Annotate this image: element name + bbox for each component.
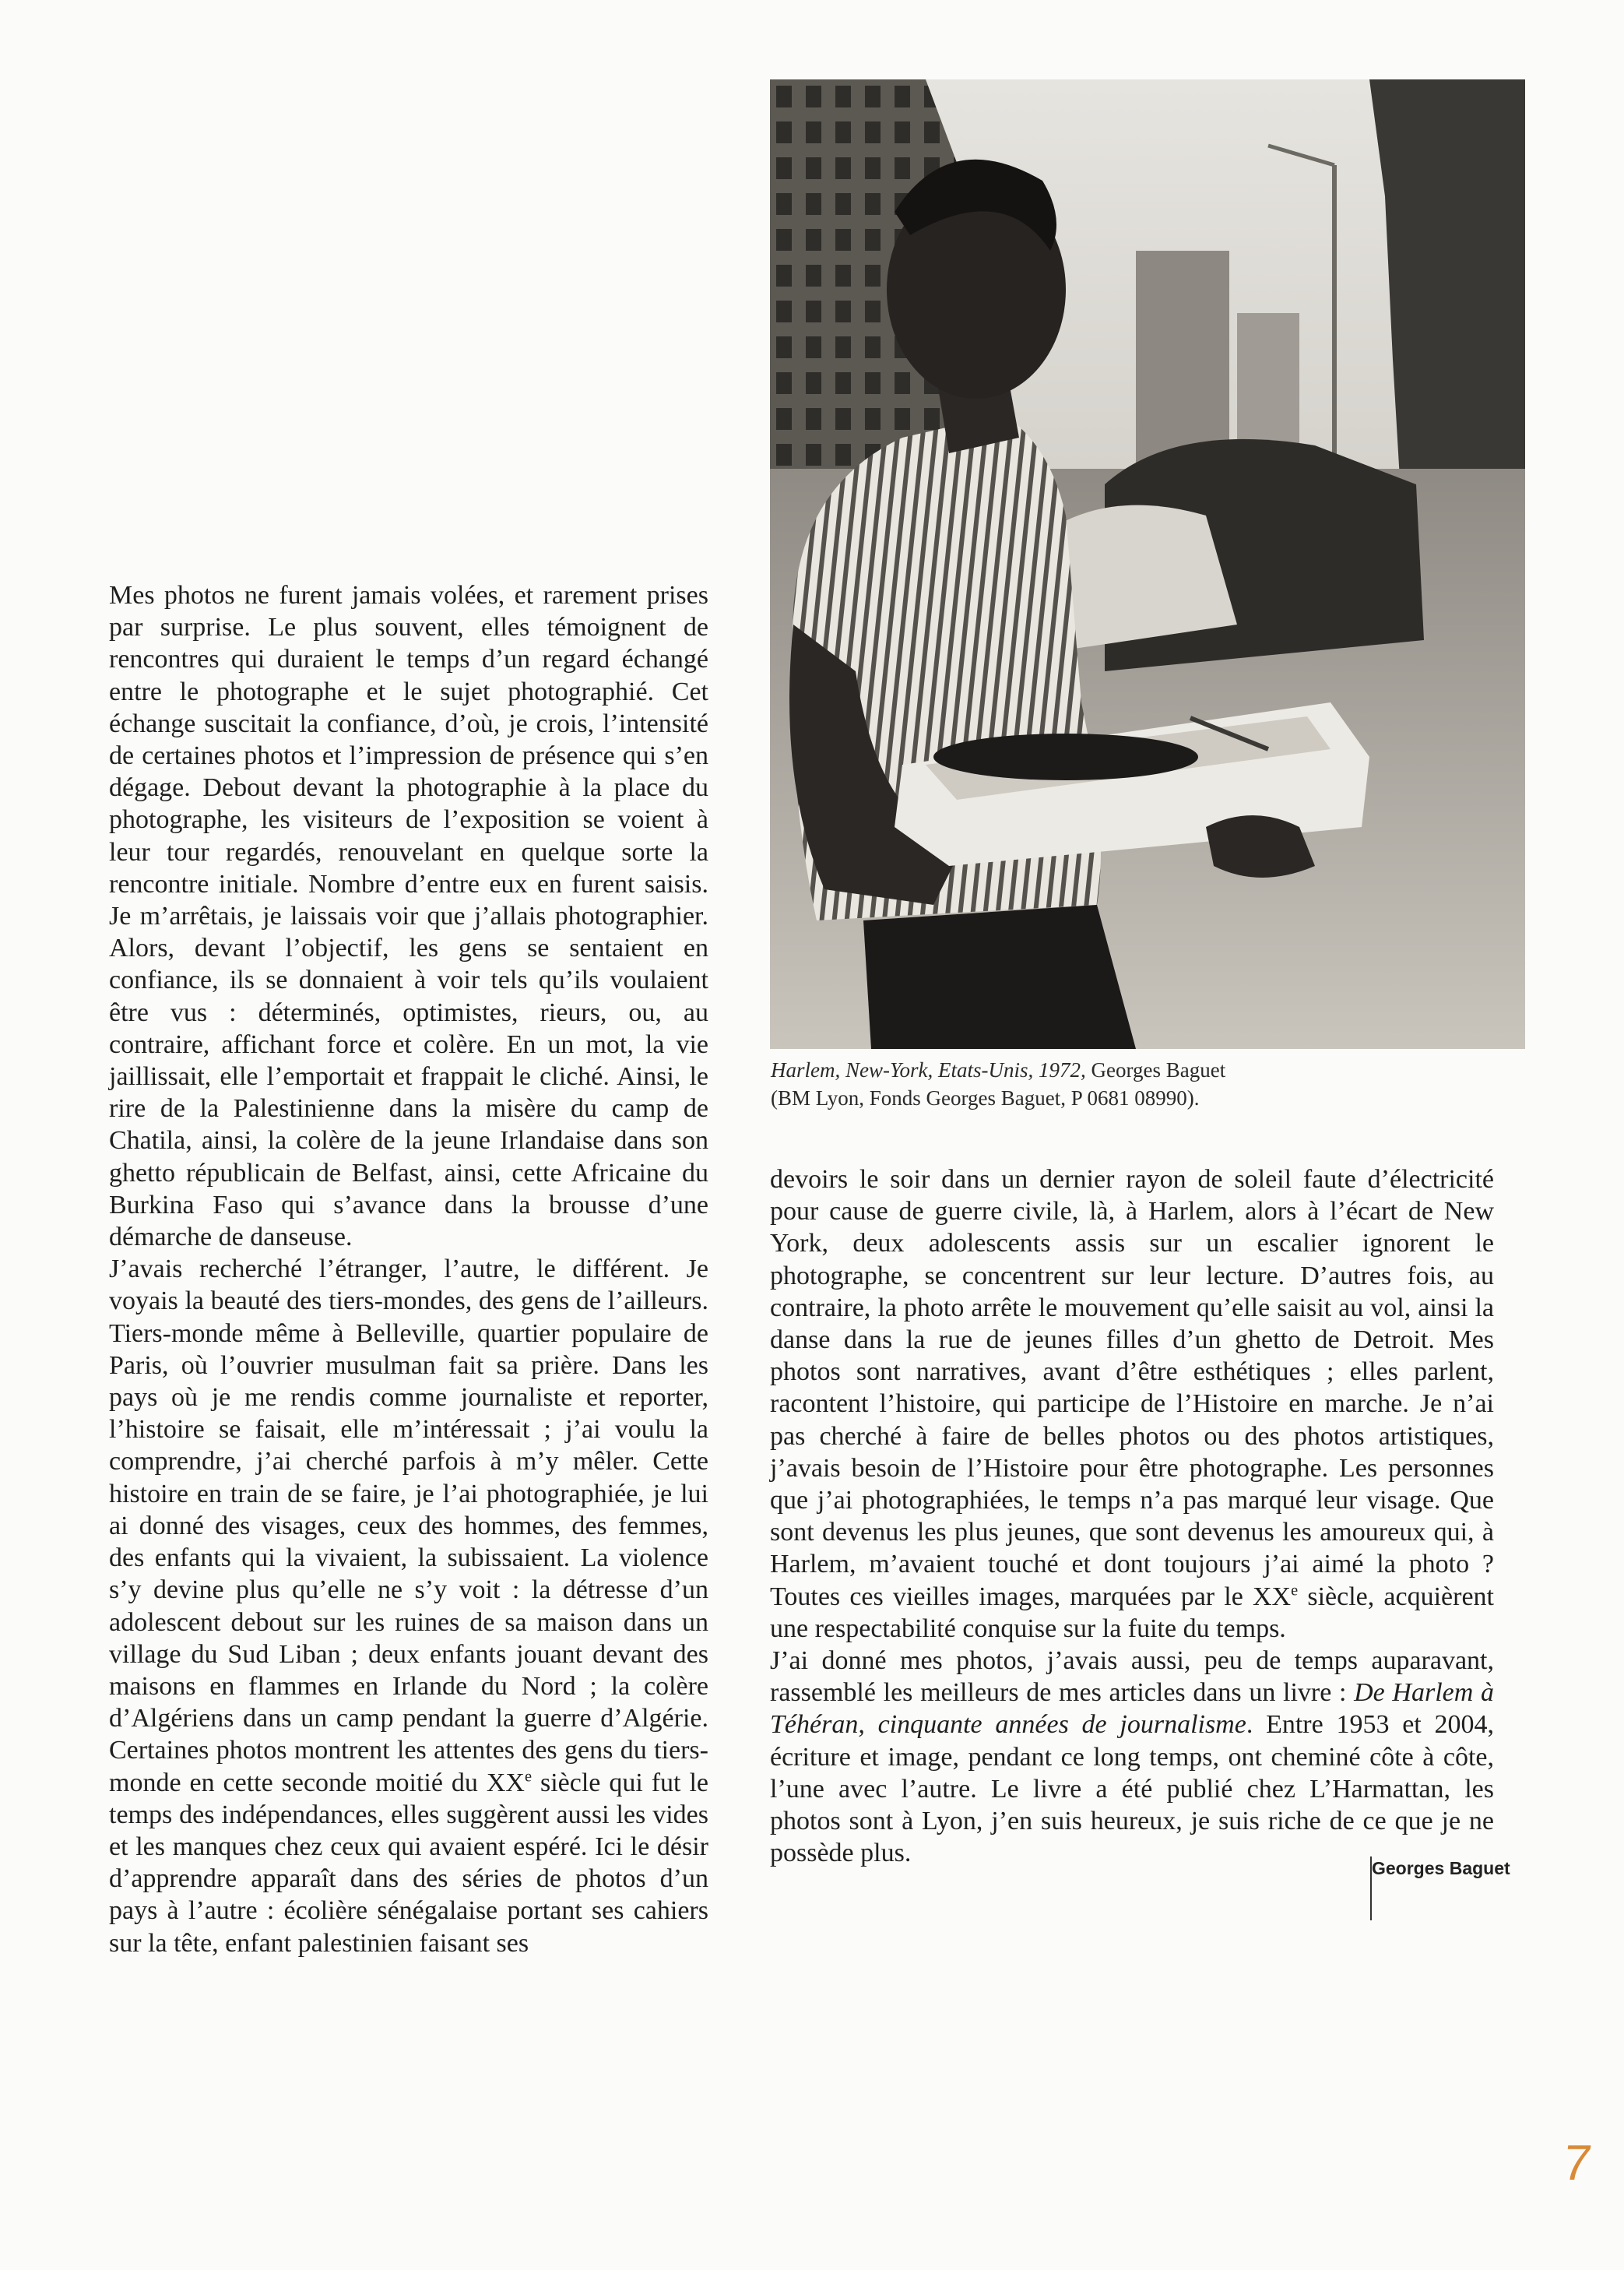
harlem-photograph (770, 79, 1525, 1049)
left-paragraph-1: Mes photos ne furent jamais volées, et rarement prises par surprise. Le plus souvent, elles témoignent de rencontres qui duraient le temps d’un regard échangé entre le photographe et le sujet photographié. Cet échange suscitait la confiance, d’où, je crois, l’intensité de certaines photos et l’impression de présence qui s’en dégage. Debout devant la photographie à la place du photographe, les visiteurs de l’exposition se voient à leur tour regardés, renouvelant en quelque sorte la rencontre initiale. Nombre d’entre eux en furent saisis. Je m’arrêtais, je laissais voir que j’allais photographier. Alors, devant l’objectif, les gens se sentaient en confiance, ils se donnaient à voir tels qu’ils voulaient être vus : déterminés, optimistes, rieurs, ou, au contraire, affichant force et colère. En un mot, la vie jaillissait, elle l’emportait et frappait le cliché. Ainsi, le rire de la Palestinienne dans la misère du camp de Chatila, ainsi, la colère de la jeune Irlandaise dans son ghetto républicain de Belfast, ainsi, cette Africaine du Burkina Faso qui s’avance dans la brousse d’une démarche de danseuse. (109, 581, 708, 1252)
page-number: 7 (1559, 2135, 1595, 2191)
caption-line-1 (771, 1056, 1394, 1084)
photo-caption (771, 1056, 1394, 1112)
left-paragraph-2 (109, 1253, 708, 1959)
book-title: De Harlem à Téhéran, cinquante années de journalisme (770, 1678, 1494, 1740)
right-paragraph-2-part-b: . Entre 1953 et 2004, écriture et image, pendant ce long temps, ont cheminé côte à côte, l’une avec l’autre. Le livre a été publié chez L’Harmattan, les photos sont à Lyon, j’en suis heureux, je suis riche de ce que je ne possède plus. (770, 1710, 1494, 1868)
right-paragraph-2-part-a: J’ai donné mes photos, j’avais aussi, peu de temps auparavant, rassemblé les meilleurs de mes articles dans un livre : (770, 1646, 1494, 1708)
right-paragraph-1 (770, 1163, 1494, 1645)
left-paragraph-2-part-b: siècle qui fut le temps des indépendances, elles suggèrent aussi les vides et les manques chez ceux qui avaient espéré. Ici le désir d’apprendre apparaît dans des séries de photos d’un pays à l’autre : écolière sénégalaise portant ses cahiers sur la tête, enfant palestinien faisant ses (109, 1768, 708, 1958)
caption-title: Harlem, New-York, Etats-Unis, 1972, (771, 1058, 1086, 1082)
right-paragraph-1-part-b: siècle, acquièrent une respectabilité conquise sur la fuite du temps. (770, 1582, 1494, 1643)
right-paragraph-2 (770, 1645, 1494, 1869)
caption-credit: (BM Lyon, Fonds Georges Baguet, P 0681 08990). (771, 1086, 1200, 1110)
century-superscript: e (1291, 1582, 1299, 1600)
left-paragraph-2-part-a: J’avais recherché l’étranger, l’autre, le différent. Je voyais la beauté des tiers-mondes, des gens de l’ailleurs. Tiers-monde même à Belleville, quartier populaire de Paris, où l’ouvrier musulman fait sa prière. Dans les pays où je me rendis comme journaliste et reporter, l’histoire se faisait, elle m’intéressait ; j’ai voulu la comprendre, j’ai cherché parfois à m’y mêler. Cette histoire en train de se faire, je l’ai photographiée, je lui ai donné des visages, ceux des hommes, des femmes, des enfants qui la vivaient, la subissaient. La violence s’y devine plus qu’elle ne s’y voit : la détresse d’un adolescent debout sur les ruines de sa maison dans un village du Sud Liban ; deux enfants jouant devant des maisons en flammes en Irlande du Nord ; la colère d’Algériens dans un camp pendant la guerre d’Algérie. Certaines photos montrent les attentes des gens du tiers-monde en cette seconde moitié du XX (109, 1255, 708, 1797)
right-paragraph-1-part-a: devoirs le soir dans un dernier rayon de soleil faute d’électricité pour cause de guerre civile, là, à Harlem, alors à l’écart de New York, deux adolescents assis sur un escalier ignorent le photographe, se concentrent sur leur lecture. D’autres fois, au contraire, la photo arrête le mouvement qu’elle saisit au vol, ainsi la danse dans la rue de jeunes filles d’un ghetto de Detroit. Mes photos sont narratives, avant d’être esthétiques ; elles parlent, racontent l’histoire, qui participe de l’Histoire en marche. Je n’ai pas cherché à faire de belles photos ou des photos artistiques, j’avais besoin de l’Histoire pour être photographe. Les personnes que j’ai photographiées, le temps n’a pas marqué leur visage. Que sont devenus les plus jeunes, que sont devenus les amoureux qui, à Harlem, m’avaient touché et dont toujours j’ai aimé la photo ? Toutes ces vieilles images, marquées par le XX (770, 1165, 1494, 1611)
photograph-illustration (770, 79, 1525, 1049)
left-text-column (109, 579, 708, 1959)
caption-author: Georges Baguet (1085, 1058, 1226, 1082)
right-text-column (770, 1163, 1494, 1869)
century-superscript: e (524, 1768, 533, 1786)
author-signature: Georges Baguet (1372, 1858, 1510, 1878)
